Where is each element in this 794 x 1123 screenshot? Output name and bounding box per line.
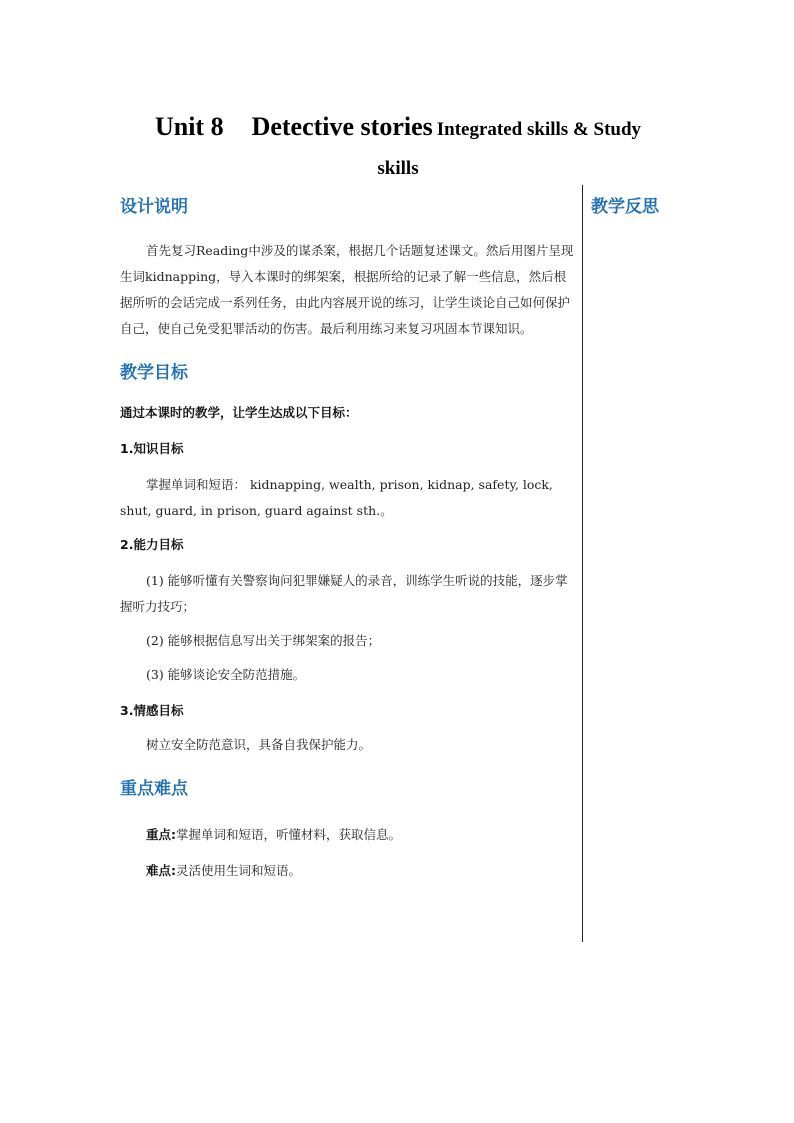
main-column	[120, 192, 578, 882]
focus-text: 掌握单词和短语，听懂材料，获取信息。	[176, 827, 402, 842]
heading-reflection: 教学反思	[591, 197, 659, 217]
knowledge-title: 1.知识目标	[120, 441, 184, 456]
design-paragraph: 首先复习Reading中涉及的谋杀案，根据几个话题复述课文。然后用图片呈现生词kidnapping，导入本课时的绑架案，根据所给的记录了解一些信息，然后根据所听的会话完成一系列任务，由此内容展开说的练习，让学生谈论自己如何保护自己，使自己免受犯罪活动的伤害。最后利用练习来复习巩固本节课知识。	[120, 243, 574, 336]
emotion-title: 3.情感目标	[120, 703, 184, 718]
document-title	[100, 108, 696, 189]
emotion-text: 树立安全防范意识，具备自我保护能力。	[146, 737, 372, 752]
ability-item-1: (1) 能够听懂有关警察询问犯罪嫌疑人的录音，训练学生听说的技能，逐步掌握听力技巧；	[120, 573, 568, 614]
ability-item-2: (2) 能够根据信息写出关于绑架案的报告；	[146, 633, 381, 648]
heading-key-points: 重点难点	[120, 779, 188, 799]
focus-line	[120, 824, 578, 846]
difficulty-label: 难点:	[146, 863, 176, 878]
knowledge-text: 掌握单词和短语： kidnapping, wealth, prison, kidnap, safety, lock, shut, guard, in prison, guard against sth.。	[120, 477, 553, 518]
difficulty-text: 灵活使用生词和短语。	[176, 863, 302, 878]
heading-objectives: 教学目标	[120, 363, 188, 383]
ability-item-3: (3) 能够谈论安全防范措施。	[146, 667, 306, 682]
column-divider	[582, 185, 583, 942]
unit-topic: Detective stories	[251, 112, 433, 141]
subtitle-line1: Integrated skills & Study	[436, 119, 642, 140]
focus-label: 重点:	[146, 827, 176, 842]
subtitle-line2: skills	[377, 158, 419, 179]
ability-title: 2.能力目标	[120, 537, 184, 552]
unit-label: Unit 8	[154, 112, 224, 141]
heading-design: 设计说明	[120, 197, 188, 217]
reflection-column	[591, 192, 711, 222]
difficulty-line	[120, 860, 578, 882]
objectives-intro: 通过本课时的教学，让学生达成以下目标：	[120, 405, 358, 420]
